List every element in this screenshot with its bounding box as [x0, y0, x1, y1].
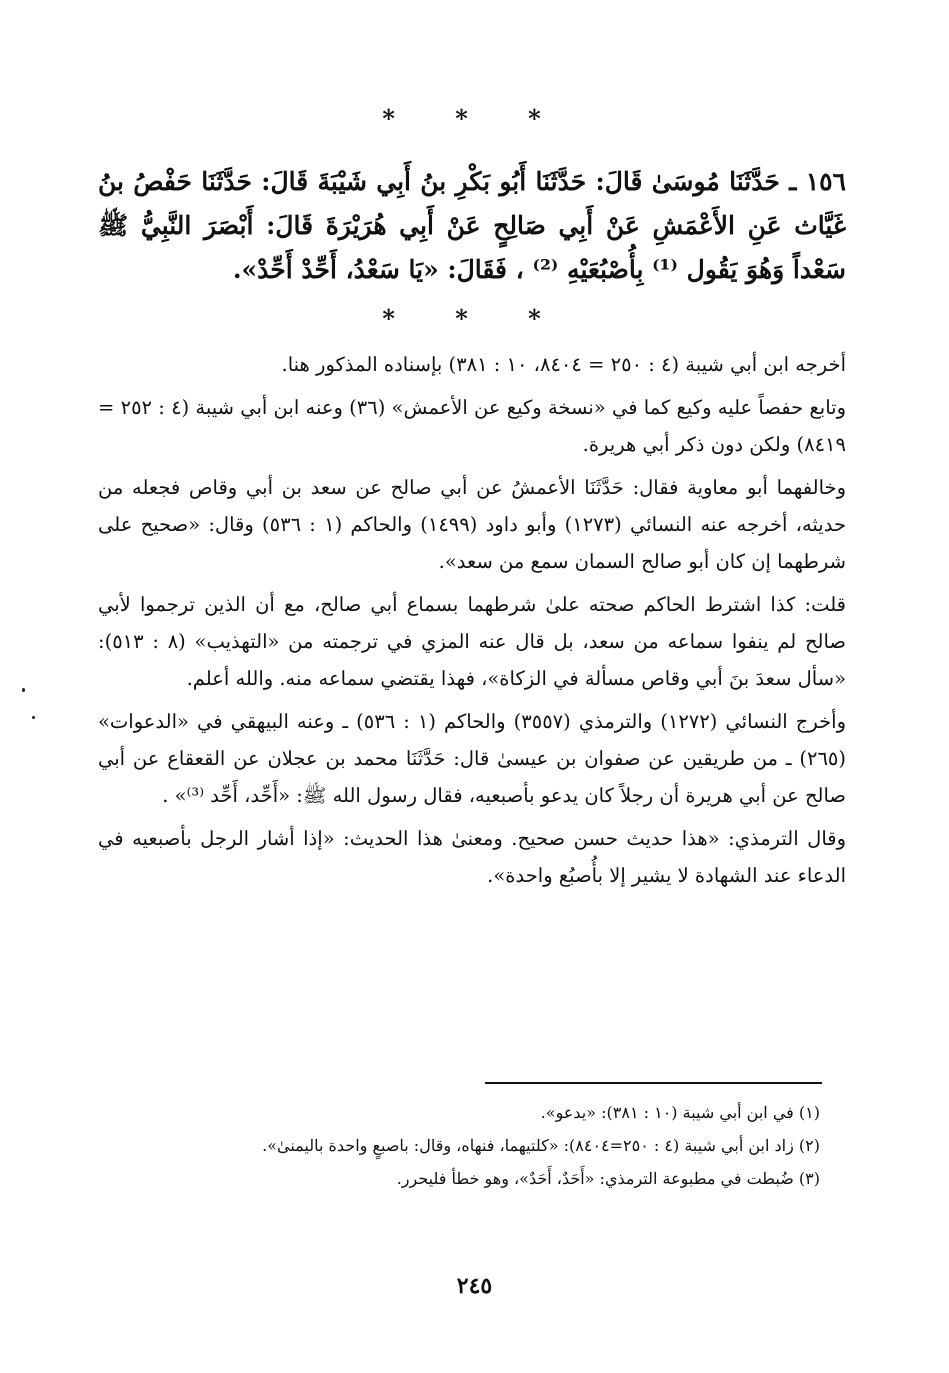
footnote-divider — [485, 1082, 822, 1084]
section-separator-middle: * * * — [382, 304, 567, 333]
commentary-paragraph: وأخرج النسائي (١٢٧٢) والترمذي (٣٥٥٧) والحاكم (١ : ٥٣٦) ـ وعنه البيهقي في «الدعوات» (٢٦٥) ـ من طريقين عن صفوان بن عيسىٰ قال: حَدَّثَنَا محمد بن عجلان عن القعقاع عن أبي صالح عن أبي هريرة أن رجلاً كان يدعو بأصبعيه، فقال رسول الله ﷺ: «أَحِّد، أَحِّد ⁽³⁾» . — [98, 710, 846, 807]
hadith-text: ١٥٦ ـ حَدَّثَنَا مُوسَىٰ قَالَ: حَدَّثَنَا أَبُو بَكْرِ بنُ أَبِي شَيْبَةَ قَالَ: حَدَّثَنَا حَفْصُ بنُ غَيَّاث عَنِ الأَعْمَشِ عَنْ أَبِي صَالِحٍ عَنْ أَبِي هُرَيْرَةَ قَالَ: أَبْصَرَ النَّبِيُّ ﷺ سَعْداً وَهُوَ يَقُول ⁽¹⁾ بِأُصْبُعَيْهِ ⁽²⁾ ، فَقَالَ: «يَا سَعْدُ، أَحِّدْ أَحِّدْ». — [98, 167, 846, 284]
commentary-paragraph: قلت: كذا اشترط الحاكم صحته علىٰ شرطهما بسماع أبي صالح، مع أن الذين ترجموا لأبي صالح لم ينفوا سماعه من سعد، بل قال عنه المزي في ترجمته من «التهذيب» (٨ : ٥١٣): «سأل سعدَ بنَ أبي وقاص مسألة في الزكاة»، فهذا يقتضي سماعه منه. والله أعلم. — [98, 593, 846, 690]
footnote: (٢) زاد ابن أبي شيبة (٤ : ٢٥٠=٨٤٠٤): «كلتيهما، فنهاه، وقال: باصبعٍ واحدة باليمنىٰ». — [262, 1136, 820, 1155]
footnotes — [98, 1096, 820, 1195]
commentary-paragraph: أخرجه ابن أبي شيبة (٤ : ٢٥٠ = ٨٤٠٤، ١٠ : ٣٨١) بإسناده المذكور هنا. — [281, 353, 846, 376]
commentary — [98, 346, 846, 900]
commentary-paragraph: وقال الترمذي: «هذا حديث حسن صحيح. ومعنىٰ هذا الحديث: «إذا أشار الرجل بأصبعيه في الدعاء عند الشهادة لا يشير إلا بأُصبُع واحدة». — [98, 827, 846, 887]
commentary-paragraph: وتابع حفصاً عليه وكيع كما في «نسخة وكيع عن الأعمش» (٣٦) وعنه ابن أبي شيبة (٤ : ٢٥٢ = ٨٤١٩) ولكن دون ذكر أبي هريرة. — [98, 396, 847, 456]
page-number: ٢٤٥ — [456, 1273, 493, 1299]
footnote: (٣) ضُبطت في مطبوعة الترمذي: «أَحَدٌ، أَحَدٌ»، وهو خطأ فليحرر. — [396, 1169, 820, 1188]
section-separator-top: * * * — [382, 104, 567, 133]
commentary-paragraph: وخالفهما أبو معاوية فقال: حَدَّثَنَا الأعمشُ عن أبي صالح عن سعد بن أبي وقاص فجعله من حديثه، أخرجه عنه النسائي (١٢٧٣) وأبو داود (١٤٩٩) والحاكم (١ : ٥٣٦) وقال: «صحيح على شرطهما إن كان أبو صالح السمان سمع من سعد». — [98, 476, 846, 573]
scan-speck — [32, 716, 35, 719]
footnote: (١) في ابن أبي شيبة (١٠ : ٣٨١): «يدعو». — [540, 1103, 820, 1122]
scan-speck — [22, 688, 25, 692]
